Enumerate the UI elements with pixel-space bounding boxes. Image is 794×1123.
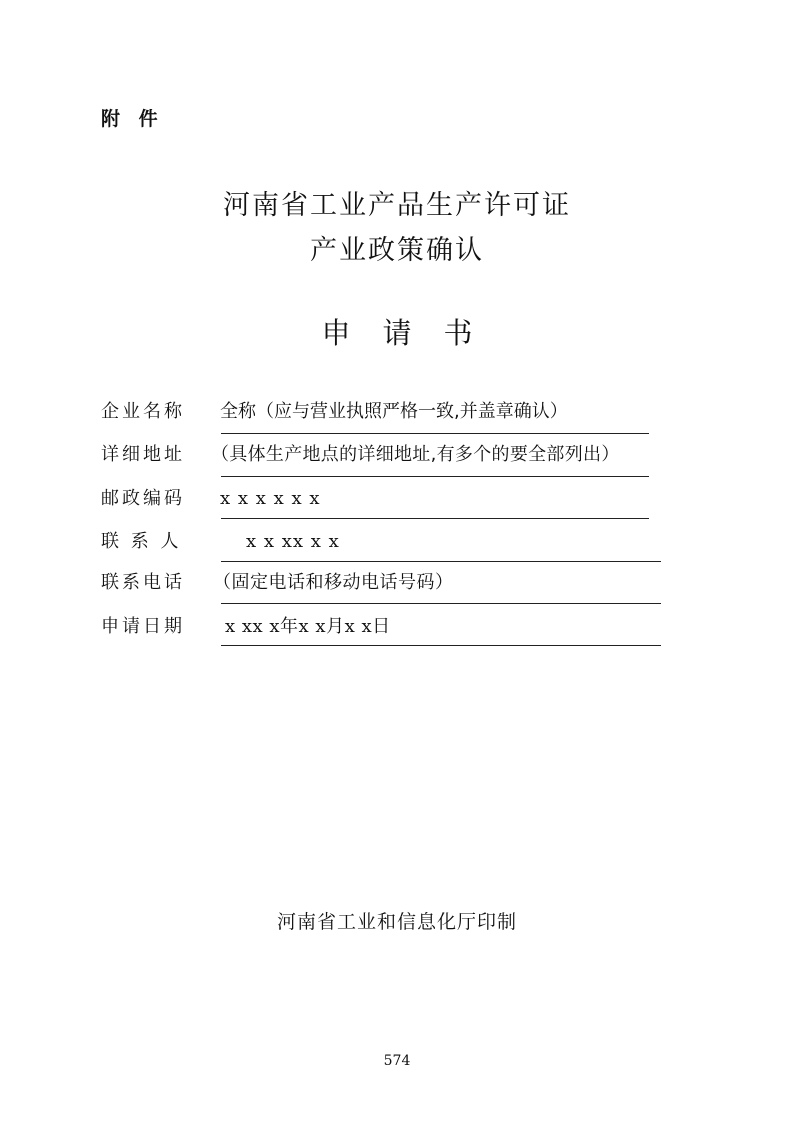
postal-code-label: 邮政编码 bbox=[101, 488, 185, 509]
company-name-label: 企业名称 bbox=[101, 401, 185, 422]
address-underline bbox=[221, 476, 649, 477]
field-row-address bbox=[101, 442, 701, 482]
phone-underline bbox=[221, 603, 661, 604]
field-row-phone bbox=[101, 570, 671, 610]
postal-code-underline bbox=[221, 518, 649, 519]
contact-person-label: 联 系 人 bbox=[101, 531, 179, 552]
annex-label: 附 件 bbox=[101, 108, 164, 130]
postal-code-value: x x x x x x bbox=[220, 488, 321, 509]
phone-label: 联系电话 bbox=[101, 572, 185, 593]
phone-value: （固定电话和移动电话号码） bbox=[213, 572, 454, 593]
document-title-line-2: 产业政策确认 bbox=[310, 235, 484, 266]
field-row-company-name bbox=[101, 399, 661, 439]
page-number: 574 bbox=[383, 1053, 411, 1069]
contact-person-value: x x xx x x bbox=[246, 531, 340, 552]
field-row-contact-person bbox=[101, 529, 671, 569]
application-date-value: x xx x年x x月x x日 bbox=[225, 616, 391, 637]
address-value: （具体生产地点的详细地址,有多个的要全部列出） bbox=[211, 444, 620, 465]
document-type-heading: 申请书 bbox=[321, 316, 505, 350]
document-title-line-1: 河南省工业产品生产许可证 bbox=[223, 190, 571, 221]
application-date-label: 申请日期 bbox=[101, 616, 185, 637]
field-row-postal-code bbox=[101, 486, 661, 526]
company-name-value: 全称（应与营业执照严格一致,并盖章确认） bbox=[220, 401, 568, 422]
printer-attribution: 河南省工业和信息化厅印制 bbox=[276, 911, 517, 933]
application-date-underline bbox=[221, 645, 661, 646]
address-label: 详细地址 bbox=[101, 444, 185, 465]
company-name-underline bbox=[221, 433, 649, 434]
contact-person-underline bbox=[221, 561, 661, 562]
field-row-application-date bbox=[101, 614, 671, 654]
